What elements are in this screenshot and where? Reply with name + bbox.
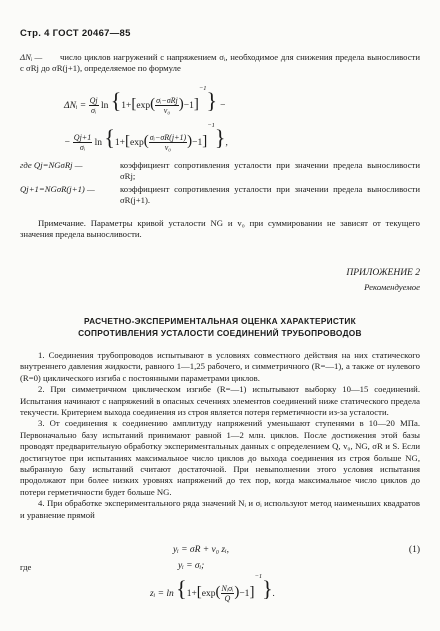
appendix-subtitle: Рекомендуемое (364, 282, 420, 292)
definition-lhs: Qj+1=NGσR(j+1) — (20, 183, 95, 194)
where-label: где (20, 562, 32, 572)
definition-text: коэффициент сопротивления усталости при значении предела выносливости σR(j+1). (120, 183, 420, 206)
formula1-minus1: −1 (183, 101, 194, 111)
definition-row (20, 184, 420, 207)
eq-z-frac: $\frac{\text{Nᵢσᵢ}}{Q}$ (221, 584, 234, 604)
formula-line-2: − $\frac{Qj+1}{\text{σᵢ}}$ ln {1+[exp( $\frac{\text{σᵢ−σR(j+1)}}{\text{v₀}}$ )−1]$^{-1}$}, (64, 122, 228, 153)
note: Примечание. Параметры кривой усталости NG и v₀ при суммировании не зависят от текущего значения предела выносливости. (20, 218, 420, 240)
intro-symbol: ΔNᵢ — (20, 52, 43, 62)
equation-number: (1) (408, 545, 420, 555)
section-title-line: СОПРОТИВЛЕНИЯ УСТАЛОСТИ СОЕДИНЕНИЙ ТРУБОПРОВОДОВ (78, 328, 362, 338)
formula-line-1: ΔNᵢ = $\frac{Qj}{\text{σᵢ}}$ ln {1+[exp( $\frac{\text{σᵢ−σRj}}{\text{v₀}}$ )−1]$^{-1}$} − (64, 85, 226, 116)
definition-lhs: где Qj=NGσRj — (20, 160, 83, 170)
section-title (20, 315, 420, 339)
paragraph: 1. Соединения трубопроводов испытывают в условиях совместного действия на них статического внутреннего давления жидкости, равного 1—1,25 рабочего, и симметричного (R=—1), а также от нулевого (R=0) циклического изгиба с постоянными параметрами циклов. (20, 350, 420, 383)
paragraph: 2. При симметричном циклическом изгибе (R=—1) испытывают выборку 10—15 соединений. Испытания начинают с напряжений в опасных сечениях элементов соединений ниже статического предела текучести. Критерием выхода соединения из строя является потеря герметичности из-за усталости. (20, 384, 420, 418)
formula2-inner-frac: $\frac{\text{σᵢ−σR(j+1)}}{\text{v₀}}$ (149, 133, 187, 153)
formula2-exp: exp (130, 138, 144, 148)
definitions (20, 160, 420, 207)
paragraph: 3. От соединения к соединению амплитуду напряжений уменьшают ступенями в 10—20 МПа. Первоначально базу испытаний принимают равной 1—2 млн. циклов. После достижения этой базы проводят предварительную обработку экспериментальных данных с определением Q, v₀, NG, σR и S. Если достигнутое при испытаниях максимальное число циклов до выхода соединения из строя больше NG, выбранную базу испытаний считают достаточной. При невыполнении этого условия испытания продолжают при более низких уровнях напряжений до тех пор, когда максимальное число циклов до потери герметичности будет больше NG. (20, 418, 420, 497)
equation-z: zᵢ = ln {1+[exp( $\frac{\text{Nᵢσᵢ}}{Q}$ )−1]$^{-1}$}. (150, 573, 276, 604)
formula2-ln: ln (94, 138, 102, 148)
formula2-coeff: $\frac{Qj+1}{\text{σᵢ}}$ (73, 133, 92, 153)
definition-row (20, 160, 420, 183)
formula1-coeff: $\frac{Qj}{\text{σᵢ}}$ (89, 96, 98, 116)
definition-text: коэффициент сопротивления усталости при значении предела выносливости σRj; (120, 160, 420, 182)
appendix-title: ПРИЛОЖЕНИЕ 2 (346, 268, 420, 278)
page-header: Стр. 4 ГОСТ 20467—85 (20, 28, 131, 39)
formula1-ln: ln (100, 101, 109, 111)
formula1-power: −1 (198, 85, 207, 92)
formula1-inner-frac: $\frac{\text{σᵢ−σRj}}{\text{v₀}}$ (156, 96, 178, 116)
formula1-lhs: ΔNᵢ = (64, 101, 87, 111)
section-title-line: РАСЧЕТНО-ЭКСПЕРИМЕНТАЛЬНАЯ ОЦЕНКА ХАРАКТЕРИСТИК (83, 316, 357, 326)
intro-text: число циклов нагружений с напряжением σᵢ, необходимое для снижения предела выносливости с σRj до σR(j+1), определяемое по формуле (20, 52, 420, 74)
eq-z-minus1: −1 (239, 589, 250, 599)
formula1-exp: exp (136, 101, 151, 111)
intro-definition (20, 52, 420, 75)
equation-y: yᵢ = σᵢ; (178, 561, 205, 571)
eq-z-lhs: zᵢ = ln (150, 589, 174, 599)
formula2-one-plus: 1+ (114, 138, 126, 148)
formula2-minus1: −1 (192, 138, 203, 148)
formula1-one-plus: 1+ (121, 101, 132, 111)
eq-z-one-plus: 1+ (186, 589, 197, 599)
eq-z-power: −1 (254, 573, 263, 580)
equation-main: yᵢ = σR + v₀ zᵢ, (173, 545, 229, 555)
formula2-power: −1 (207, 122, 215, 129)
paragraph: 4. При обработке экспериментального ряда значений Nᵢ и σᵢ используют метод наименьших квадратов и уравнение прямой (20, 498, 420, 520)
body-text (20, 350, 420, 521)
eq-z-exp: exp (201, 589, 216, 599)
